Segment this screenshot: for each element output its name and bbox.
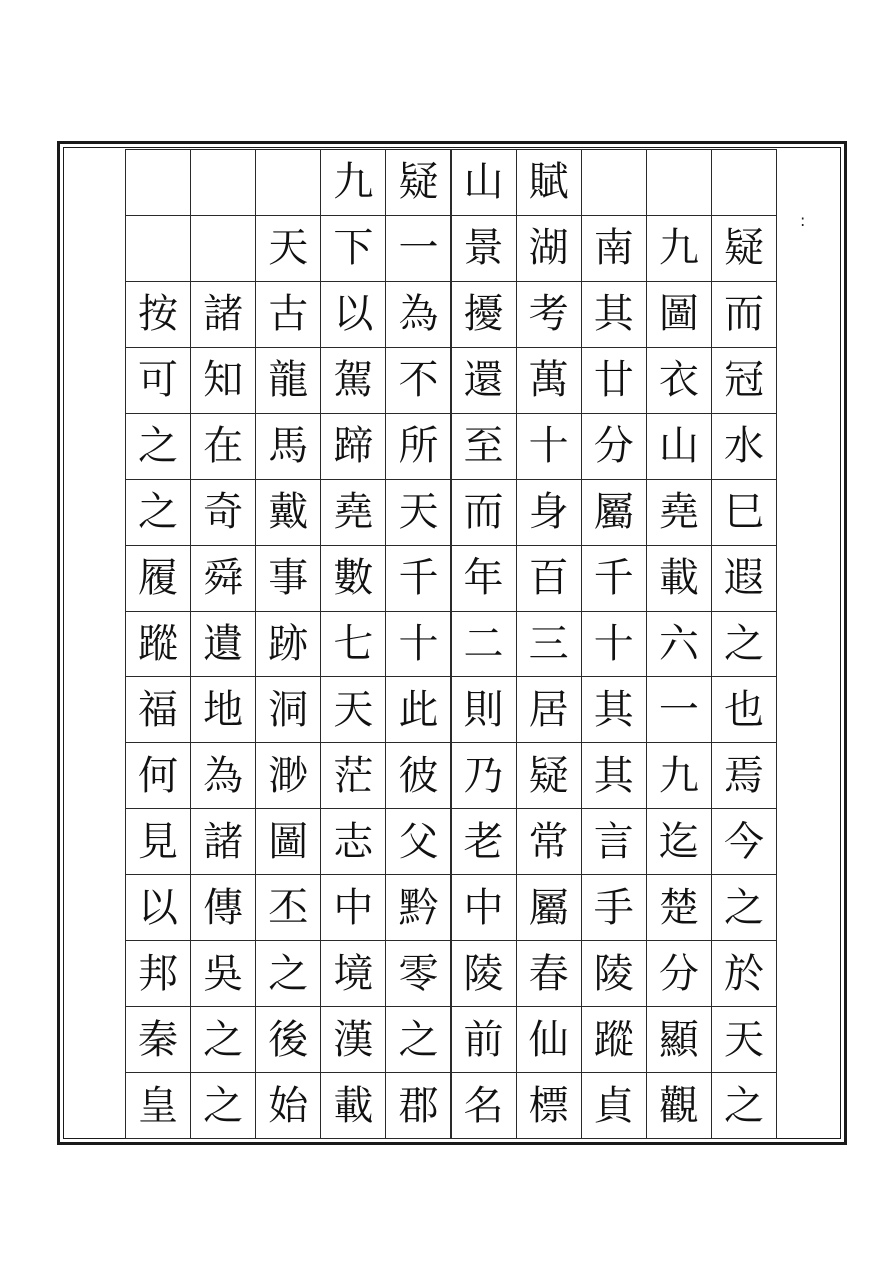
grid-cell: 之 [711, 611, 777, 678]
margin-mark: : [800, 211, 806, 230]
grid-cell: 疑 [516, 742, 582, 809]
grid-cell: 名 [451, 1072, 517, 1139]
grid-cell: 蹄 [320, 413, 386, 480]
grid-cell: 中 [320, 874, 386, 941]
grid-cell: 觀 [646, 1072, 712, 1139]
grid-cell: 十 [581, 611, 647, 678]
grid-cell: 載 [320, 1072, 386, 1139]
grid-cell: 戴 [255, 479, 321, 546]
grid-cell: 天 [255, 215, 321, 282]
grid-cell: 而 [451, 479, 517, 546]
grid-cell: 遺 [190, 611, 256, 678]
grid-cell: 天 [320, 676, 386, 743]
grid-cell: 其 [581, 281, 647, 348]
grid-cell: 賦 [516, 149, 582, 216]
grid-cell: 跡 [255, 611, 321, 678]
grid-cell: 而 [711, 281, 777, 348]
grid-cell: 後 [255, 1006, 321, 1073]
grid-cell [125, 149, 191, 216]
grid-cell: 山 [451, 149, 517, 216]
grid-cell: 乃 [451, 742, 517, 809]
grid-cell: 之 [711, 874, 777, 941]
grid-cell: 湖 [516, 215, 582, 282]
grid-cell: 以 [125, 874, 191, 941]
grid-cell: 景 [451, 215, 517, 282]
grid-cell: 疑 [711, 215, 777, 282]
grid-cell: 按 [125, 281, 191, 348]
grid-cell: 為 [190, 742, 256, 809]
grid-cell: 諸 [190, 281, 256, 348]
grid-cell: 古 [255, 281, 321, 348]
grid-cell: 二 [451, 611, 517, 678]
grid-cell: 分 [646, 940, 712, 1007]
grid-cell: 龍 [255, 347, 321, 414]
grid-cell: 仙 [516, 1006, 582, 1073]
grid-cell: 山 [646, 413, 712, 480]
grid-cell: 巳 [711, 479, 777, 546]
grid-cell: 七 [320, 611, 386, 678]
grid-cell: 於 [711, 940, 777, 1007]
grid-cell: 之 [255, 940, 321, 1007]
grid-cell: 遐 [711, 545, 777, 612]
grid-cell: 始 [255, 1072, 321, 1139]
grid-cell: 渺 [255, 742, 321, 809]
grid-cell: 福 [125, 676, 191, 743]
grid-cell: 春 [516, 940, 582, 1007]
grid-cell [190, 215, 256, 282]
grid-cell: 六 [646, 611, 712, 678]
grid-cell: 貞 [581, 1072, 647, 1139]
grid-cell: 蹤 [125, 611, 191, 678]
grid-cell: 丕 [255, 874, 321, 941]
grid-cell: 天 [385, 479, 451, 546]
grid-cell: 九 [646, 742, 712, 809]
grid-cell: 之 [190, 1006, 256, 1073]
grid-cell: 陵 [581, 940, 647, 1007]
grid-cell: 吳 [190, 940, 256, 1007]
grid-cell: 至 [451, 413, 517, 480]
grid-cell: 載 [646, 545, 712, 612]
grid-cell: 萬 [516, 347, 582, 414]
grid-cell: 千 [581, 545, 647, 612]
grid-cell: 前 [451, 1006, 517, 1073]
grid-cell: 蹤 [581, 1006, 647, 1073]
grid-cell: 馬 [255, 413, 321, 480]
grid-cell: 九 [320, 149, 386, 216]
grid-cell [255, 149, 321, 216]
grid-cell: 一 [385, 215, 451, 282]
grid-cell: 洞 [255, 676, 321, 743]
grid-cell: 一 [646, 676, 712, 743]
grid-cell: 堯 [320, 479, 386, 546]
grid-cell: 迄 [646, 808, 712, 875]
grid-cell: 常 [516, 808, 582, 875]
grid-cell: 之 [385, 1006, 451, 1073]
grid-cell: 其 [581, 742, 647, 809]
grid-cell: 知 [190, 347, 256, 414]
grid-cell: 擾 [451, 281, 517, 348]
grid-cell: 志 [320, 808, 386, 875]
grid-cell [581, 149, 647, 216]
grid-cell: 不 [385, 347, 451, 414]
grid-cell: 年 [451, 545, 517, 612]
grid-cell: 則 [451, 676, 517, 743]
grid-cell: 堯 [646, 479, 712, 546]
grid-cell: 圖 [255, 808, 321, 875]
grid-cell: 境 [320, 940, 386, 1007]
grid-cell: 傳 [190, 874, 256, 941]
grid-cell: 言 [581, 808, 647, 875]
grid-cell: 以 [320, 281, 386, 348]
grid-cell: 水 [711, 413, 777, 480]
grid-cell: 彼 [385, 742, 451, 809]
grid-cell: 屬 [516, 874, 582, 941]
grid-cell: 所 [385, 413, 451, 480]
grid-cell: 履 [125, 545, 191, 612]
grid-cell: 之 [190, 1072, 256, 1139]
grid-cell: 疑 [385, 149, 451, 216]
grid-cell [125, 215, 191, 282]
grid-cell: 標 [516, 1072, 582, 1139]
grid-cell: 零 [385, 940, 451, 1007]
grid-cell: 何 [125, 742, 191, 809]
grid-cell: 可 [125, 347, 191, 414]
grid-cell: 邦 [125, 940, 191, 1007]
grid-cell: 廿 [581, 347, 647, 414]
grid-cell: 天 [711, 1006, 777, 1073]
grid-cell: 三 [516, 611, 582, 678]
grid-cell: 百 [516, 545, 582, 612]
grid-cell: 為 [385, 281, 451, 348]
grid-cell: 焉 [711, 742, 777, 809]
grid-cell: 還 [451, 347, 517, 414]
grid-cell: 郡 [385, 1072, 451, 1139]
grid-cell: 黔 [385, 874, 451, 941]
grid-cell: 父 [385, 808, 451, 875]
grid-cell: 之 [125, 413, 191, 480]
grid-cell: 衣 [646, 347, 712, 414]
grid-cell: 南 [581, 215, 647, 282]
grid-cell: 之 [711, 1072, 777, 1139]
grid-cell: 身 [516, 479, 582, 546]
grid-cell: 手 [581, 874, 647, 941]
grid-cell: 之 [125, 479, 191, 546]
grid-cell: 圖 [646, 281, 712, 348]
grid-cell: 陵 [451, 940, 517, 1007]
grid-cell: 老 [451, 808, 517, 875]
grid-cell: 地 [190, 676, 256, 743]
grid-cell: 今 [711, 808, 777, 875]
grid-cell: 見 [125, 808, 191, 875]
grid-cell: 漢 [320, 1006, 386, 1073]
grid-cell [190, 149, 256, 216]
grid-cell: 居 [516, 676, 582, 743]
grid-cell: 楚 [646, 874, 712, 941]
grid-cell: 十 [516, 413, 582, 480]
grid-cell: 舜 [190, 545, 256, 612]
grid-cell: 冠 [711, 347, 777, 414]
grid-cell: 屬 [581, 479, 647, 546]
grid-cell: 秦 [125, 1006, 191, 1073]
grid-cell: 千 [385, 545, 451, 612]
grid-cell: 也 [711, 676, 777, 743]
grid-cell: 駕 [320, 347, 386, 414]
character-grid [125, 149, 776, 1138]
grid-cell: 諸 [190, 808, 256, 875]
grid-cell: 其 [581, 676, 647, 743]
grid-cell: 數 [320, 545, 386, 612]
grid-cell: 在 [190, 413, 256, 480]
grid-cell: 此 [385, 676, 451, 743]
grid-cell: 考 [516, 281, 582, 348]
grid-cell [646, 149, 712, 216]
grid-cell: 下 [320, 215, 386, 282]
grid-cell: 中 [451, 874, 517, 941]
grid-cell: 奇 [190, 479, 256, 546]
grid-cell: 十 [385, 611, 451, 678]
grid-cell: 分 [581, 413, 647, 480]
grid-cell: 皇 [125, 1072, 191, 1139]
grid-cell: 顯 [646, 1006, 712, 1073]
grid-cell [711, 149, 777, 216]
grid-cell: 事 [255, 545, 321, 612]
grid-cell: 茫 [320, 742, 386, 809]
grid-cell: 九 [646, 215, 712, 282]
